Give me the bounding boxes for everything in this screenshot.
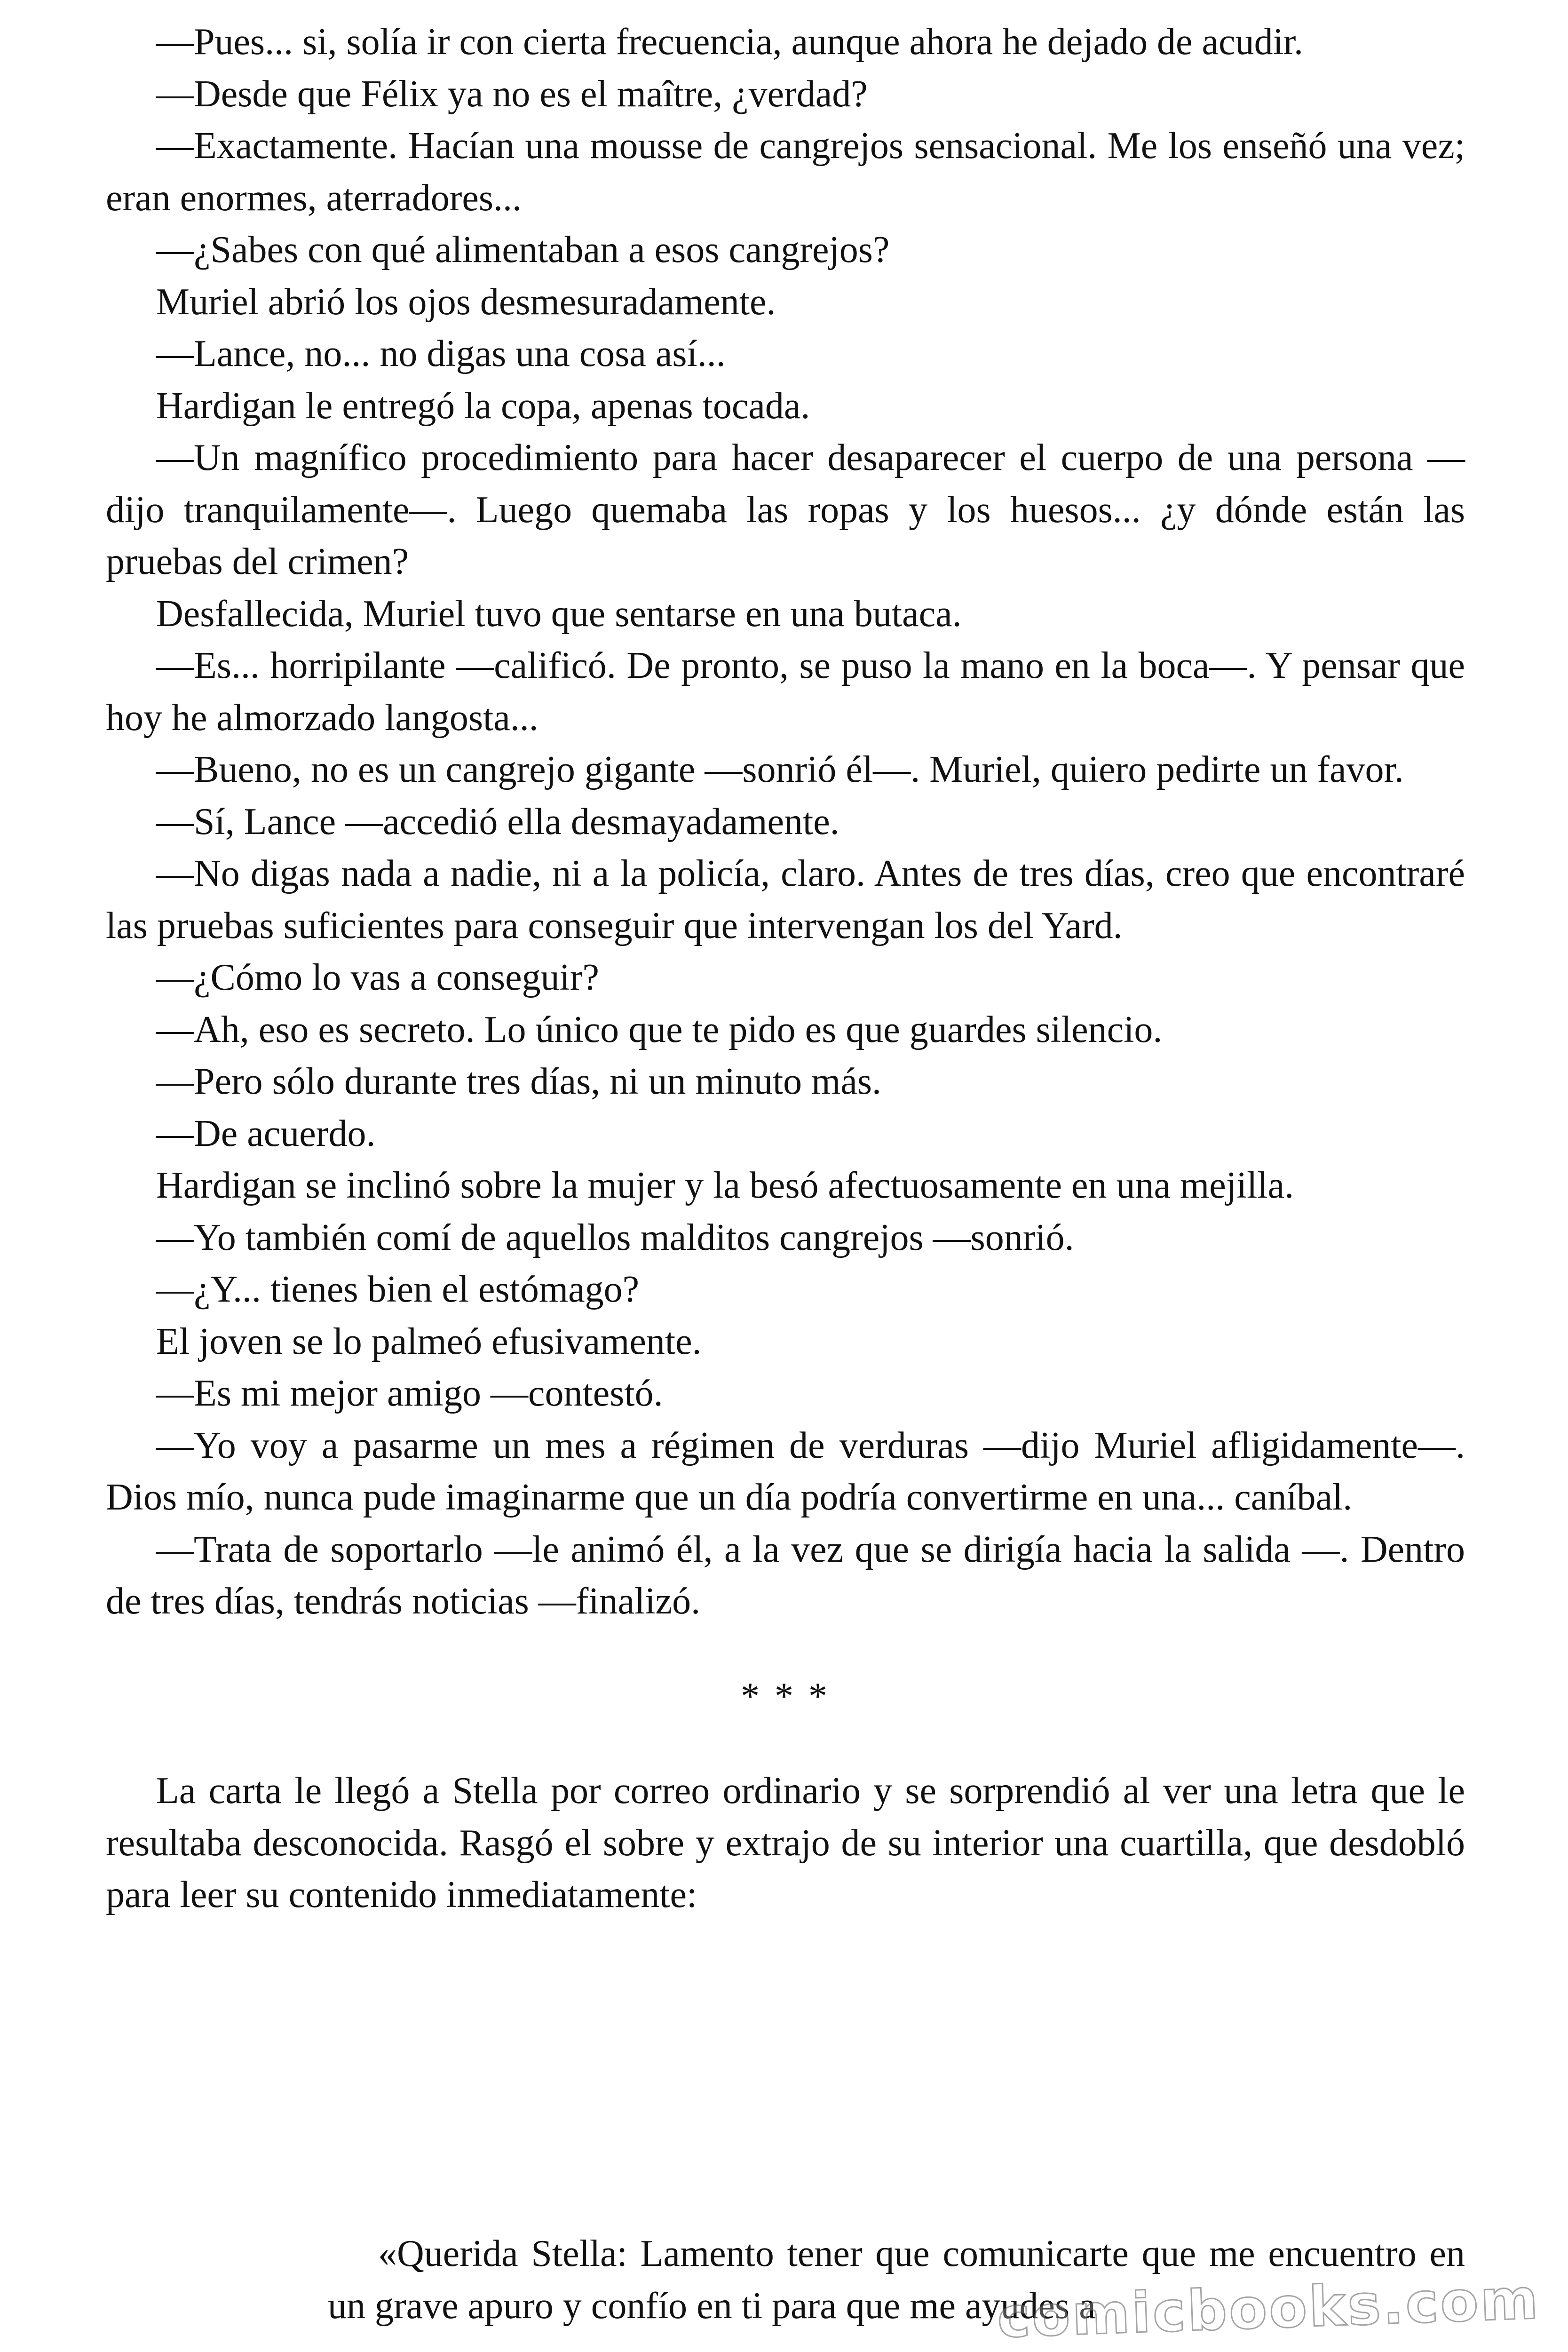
paragraph: Hardigan se inclinó sobre la mujer y la besó afectuosamente en una mejilla. [156, 1165, 1294, 1206]
quote-text: «Querida Stella: Lamento tener que comunicarte que me encuentro en un grave apuro y confío en ti para que me ayudes a [328, 2233, 1465, 2327]
paragraph: —Un magnífico procedimiento para hacer desaparecer el cuerpo de una persona —dijo tranquilamente—. Luego quemaba las ropas y los huesos... ¿y dónde están las pruebas del crimen? [106, 437, 1465, 582]
paragraph: Desfallecida, Muriel tuvo que sentarse en una butaca. [156, 593, 962, 635]
paragraph: —No digas nada a nadie, ni a la policía, claro. Antes de tres días, creo que encontraré las pruebas suficientes para conseguir que intervengan los del Yard. [106, 853, 1465, 946]
paragraph: La carta le llegó a Stella por correo ordinario y se sorprendió al ver una letra que le resultaba desconocida. Rasgó el sobre y extrajo de su interior una cuartilla, que desdobló para leer su contenido inmediatamente: [106, 1770, 1465, 1915]
body-text [106, 16, 1465, 1921]
paragraph: —¿Sabes con qué alimentaban a esos cangrejos? [156, 229, 890, 270]
paragraph: —Pero sólo durante tres días, ni un minuto más. [156, 1061, 882, 1102]
paragraph: Muriel abrió los ojos desmesuradamente. [156, 281, 776, 323]
paragraph: —Es mi mejor amigo —contestó. [156, 1373, 663, 1414]
paragraph: —Ah, eso es secreto. Lo único que te pido es que guardes silencio. [156, 1009, 1163, 1050]
paragraph: —Desde que Félix ya no es el maître, ¿verdad? [156, 73, 868, 115]
paragraph: —Yo voy a pasarme un mes a régimen de verduras —dijo Muriel afligidamente—. Dios mío, nunca pude imaginarme que un día podría convertirme en una... caníbal. [106, 1424, 1465, 1518]
paragraph: —Lance, no... no digas una cosa así... [156, 333, 726, 374]
paragraph: —Yo también comí de aquellos malditos cangrejos —sonrió. [156, 1216, 1074, 1258]
paragraph: —Trata de soportarlo —le animó él, a la vez que se dirigía hacia la salida —. Dentro de tres días, tendrás noticias —finalizó. [106, 1528, 1465, 1622]
paragraph: —Bueno, no es un cangrejo gigante —sonrió él—. Muriel, quiero pedirte un favor. [156, 749, 1404, 790]
paragraph: —Pues... si, solía ir con cierta frecuencia, aunque ahora he dejado de acudir. [156, 21, 1304, 63]
watermark: comicbooks.com [996, 2266, 1541, 2351]
paragraph: —Sí, Lance —accedió ella desmayadamente. [156, 801, 839, 842]
paragraph: —De acuerdo. [156, 1112, 376, 1154]
paragraph: —¿Cómo lo vas a conseguir? [156, 957, 599, 998]
paragraph: —¿Y... tienes bien el estómago? [156, 1269, 640, 1310]
paragraph: Hardigan le entregó la copa, apenas tocada. [156, 385, 810, 427]
section-separator: * * * [741, 1675, 830, 1717]
paragraph: —Exactamente. Hacían una mousse de cangrejos sensacional. Me los enseñó una vez; eran enormes, aterradores... [106, 125, 1465, 219]
paragraph: —Es... horripilante —calificó. De pronto, se puso la mano en la boca—. Y pensar que hoy he almorzado langosta... [106, 645, 1465, 739]
paragraph: El joven se lo palmeó efusivamente. [156, 1320, 702, 1362]
